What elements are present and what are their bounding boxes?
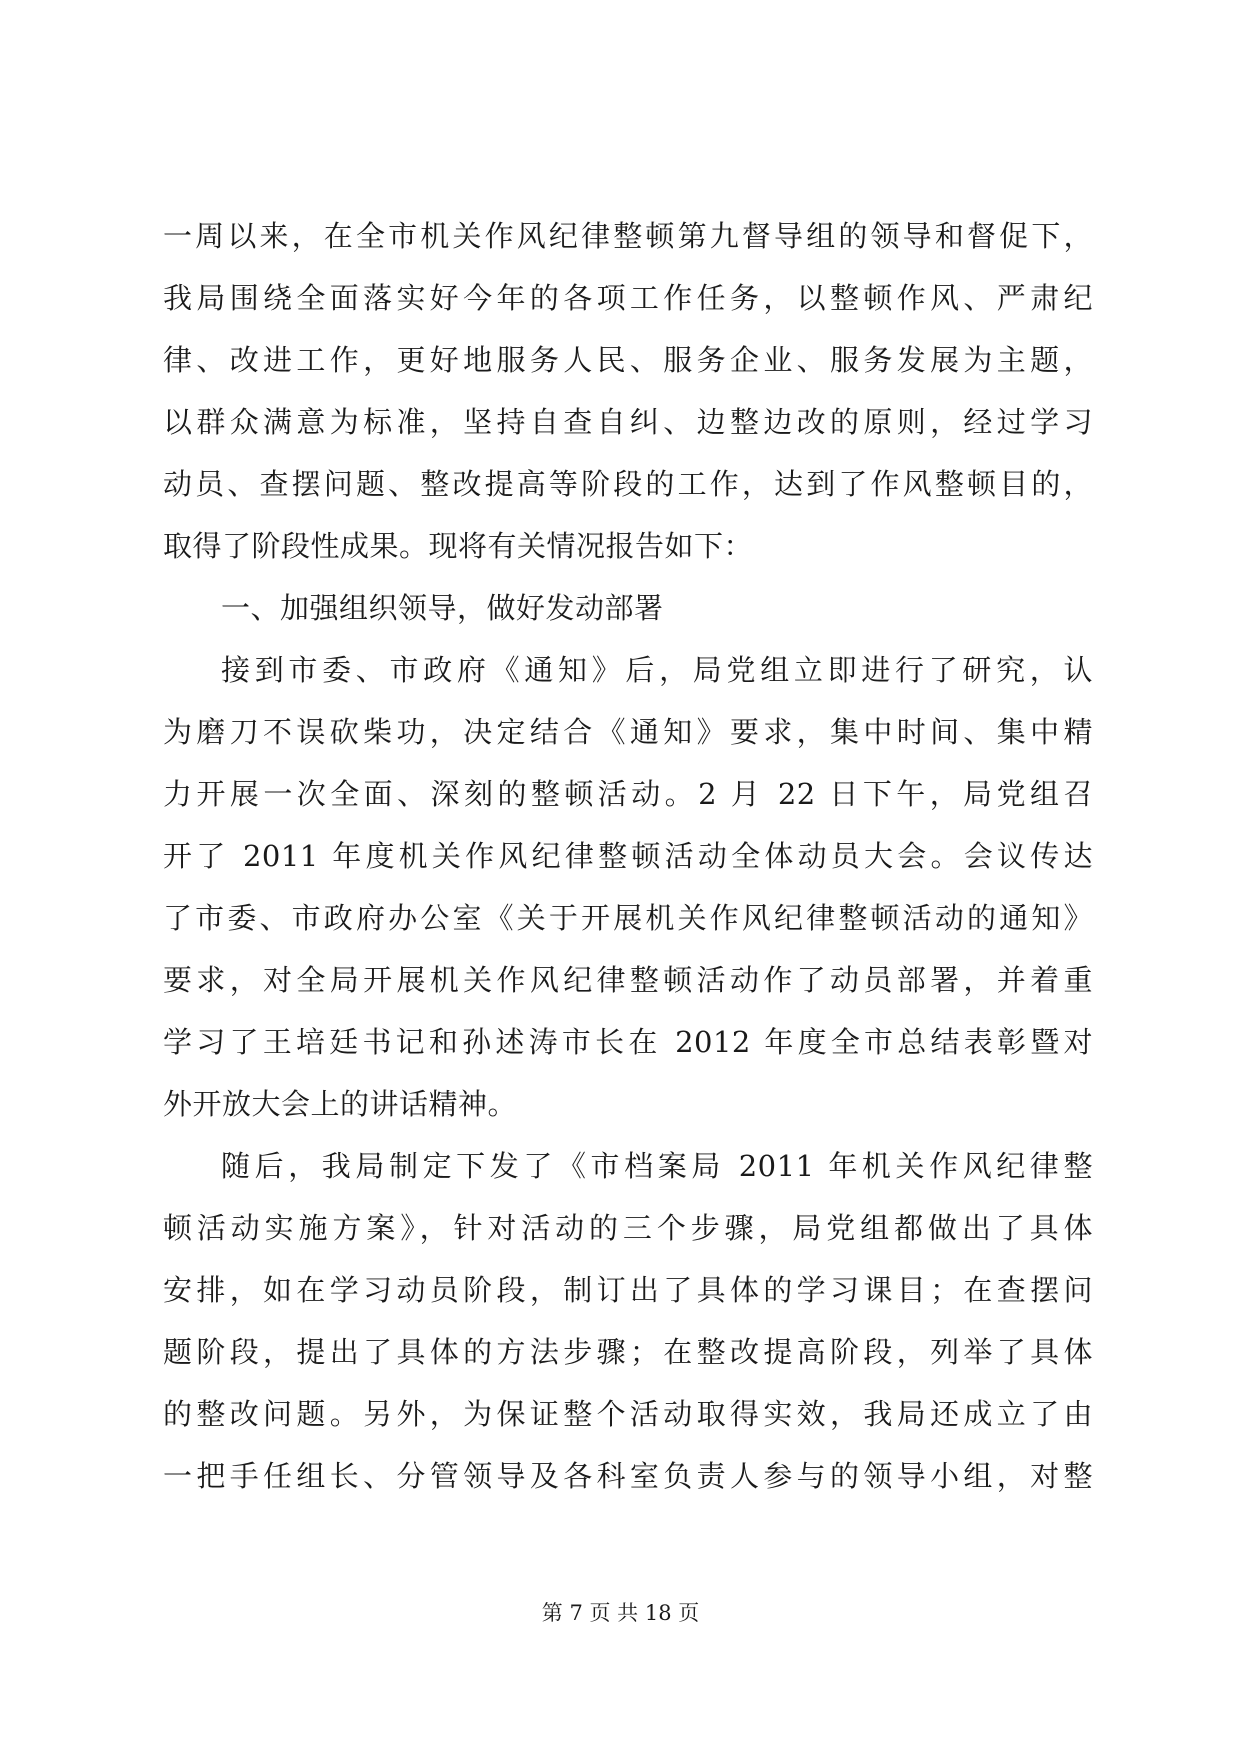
text-line: 律、改进工作，更好地服务人民、服务企业、服务发展为主题，: [163, 343, 1093, 377]
text-line: 一把手任组长、分管领导及各科室负责人参与的领导小组，对整: [163, 1459, 1093, 1493]
text-line: 了市委、市政府办公室《关于开展机关作风纪律整顿活动的通知》: [163, 901, 1093, 935]
text-line: 一周以来，在全市机关作风纪律整顿第九督导组的领导和督促下，: [163, 219, 1093, 253]
text-line: 以群众满意为标准，坚持自查自纠、边整边改的原则，经过学习: [163, 405, 1093, 439]
text-line: 安排，如在学习动员阶段，制订出了具体的学习课目；在查摆问: [163, 1273, 1093, 1307]
text-line: 顿活动实施方案》，针对活动的三个步骤，局党组都做出了具体: [163, 1211, 1093, 1245]
text-line: 我局围绕全面落实好今年的各项工作任务，以整顿作风、严肃纪: [163, 281, 1093, 315]
text-line: 外开放大会上的讲话精神。: [163, 1087, 518, 1121]
text-line: 一、加强组织领导，做好发动部署: [221, 591, 664, 625]
page-footer: 第 7 页 共 18 页: [541, 1601, 700, 1625]
document-body: [163, 205, 1093, 1507]
text-line: 动员、查摆问题、整改提高等阶段的工作，达到了作风整顿目的，: [163, 467, 1093, 501]
text-line: 为磨刀不误砍柴功，决定结合《通知》要求，集中时间、集中精: [163, 715, 1093, 749]
text-line: 的整改问题。另外，为保证整个活动取得实效，我局还成立了由: [163, 1397, 1093, 1431]
text-line: 要求，对全局开展机关作风纪律整顿活动作了动员部署，并着重: [163, 963, 1093, 997]
text-line: 随后，我局制定下发了《市档案局 2011 年机关作风纪律整: [221, 1149, 1093, 1183]
text-line: 学习了王培廷书记和孙述涛市长在 2012 年度全市总结表彰暨对: [163, 1025, 1093, 1059]
text-line: 接到市委、市政府《通知》后，局党组立即进行了研究，认: [221, 653, 1093, 687]
text-line: 开了 2011 年度机关作风纪律整顿活动全体动员大会。会议传达: [163, 839, 1093, 873]
text-line: 取得了阶段性成果。现将有关情况报告如下：: [163, 529, 754, 563]
text-line: 力开展一次全面、深刻的整顿活动。2 月 22 日下午，局党组召: [163, 777, 1093, 811]
text-line: 题阶段，提出了具体的方法步骤；在整改提高阶段，列举了具体: [163, 1335, 1093, 1369]
